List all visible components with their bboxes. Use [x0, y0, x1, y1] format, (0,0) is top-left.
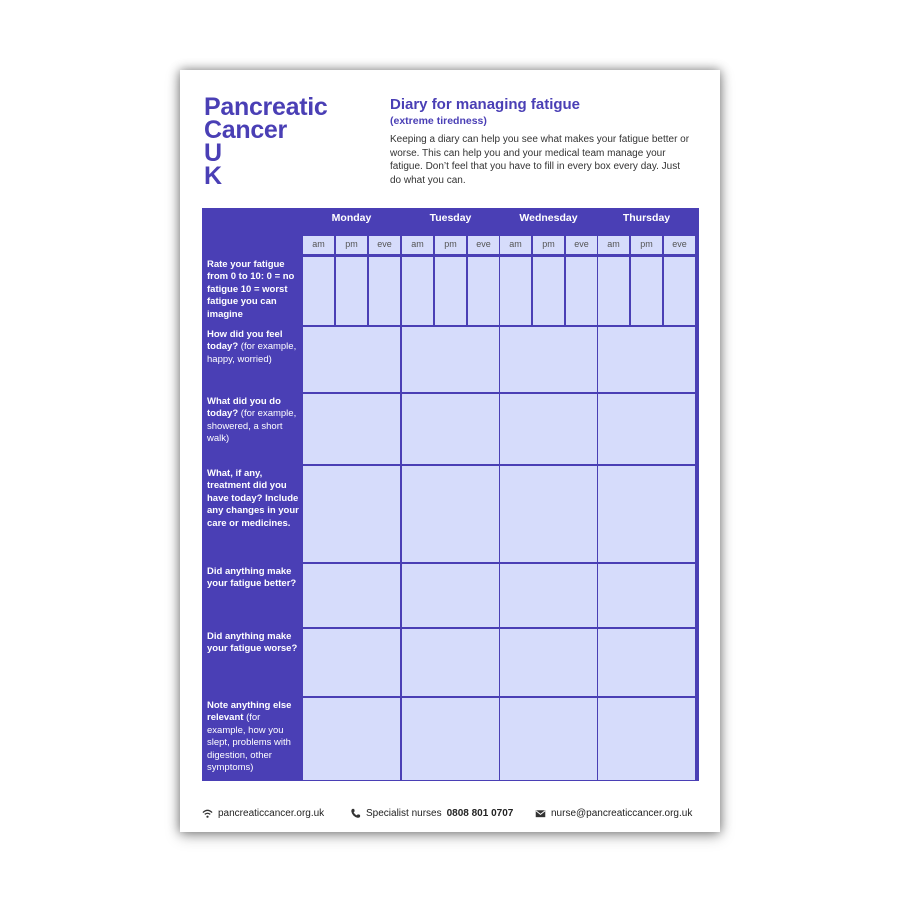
pancreatic-cancer-uk-logo: [204, 93, 328, 190]
diary-entry-cell[interactable]: [500, 629, 597, 696]
slot-header-eve: eve: [566, 236, 597, 254]
row-label-2: [207, 329, 299, 366]
slot-header-am: am: [500, 236, 531, 254]
diary-entry-cell[interactable]: [303, 629, 400, 696]
slot-header-pm: pm: [533, 236, 564, 254]
fatigue-score-cell[interactable]: [369, 257, 400, 325]
row-label-bold: How did you feel today?: [207, 329, 283, 353]
diary-entry-cell[interactable]: [402, 394, 499, 464]
diary-entry-cell[interactable]: [303, 466, 400, 562]
fatigue-score-cell[interactable]: [336, 257, 367, 325]
diary-entry-cell[interactable]: [500, 466, 597, 562]
diary-entry-cell[interactable]: [598, 327, 695, 392]
nurses-label: Specialist nurses: [366, 808, 442, 819]
row-label-hint: (for example, showered, a short walk): [207, 408, 297, 445]
row-label-bold: Did anything make your fatigue better?: [207, 566, 297, 590]
row-label-6: [207, 631, 299, 656]
slot-header-eve: eve: [664, 236, 695, 254]
fatigue-score-cell[interactable]: [631, 257, 662, 325]
diary-entry-cell[interactable]: [598, 466, 695, 562]
slot-header-eve: eve: [369, 236, 400, 254]
slot-header-pm: pm: [631, 236, 662, 254]
fatigue-diary-sheet: [180, 70, 720, 832]
email-text: nurse@pancreaticcancer.org.uk: [551, 808, 693, 819]
fatigue-score-cell[interactable]: [303, 257, 334, 325]
fatigue-score-cell[interactable]: [500, 257, 531, 325]
fatigue-score-cell[interactable]: [435, 257, 466, 325]
fatigue-score-cell[interactable]: [566, 257, 597, 325]
fatigue-score-cell[interactable]: [468, 257, 499, 325]
row-label-3: [207, 396, 299, 446]
diary-entry-cell[interactable]: [598, 394, 695, 464]
row-label-1: [207, 259, 299, 321]
diary-entry-cell[interactable]: [500, 564, 597, 627]
diary-entry-cell[interactable]: [402, 629, 499, 696]
phone-icon: [350, 808, 361, 819]
diary-entry-cell[interactable]: [303, 698, 400, 780]
slot-header-eve: eve: [468, 236, 499, 254]
row-label-bold: What did you do today?: [207, 396, 281, 420]
slot-header-am: am: [402, 236, 433, 254]
day-header-tuesday: Tuesday: [429, 212, 472, 224]
day-header-monday: Monday: [331, 212, 372, 224]
diary-entry-cell[interactable]: [303, 394, 400, 464]
diary-entry-cell[interactable]: [402, 327, 499, 392]
nurses-phone: 0808 801 0707: [446, 808, 514, 819]
diary-entry-cell[interactable]: [303, 564, 400, 627]
row-label-bold: Did anything make your fatigue worse?: [207, 631, 298, 655]
fatigue-score-cell[interactable]: [402, 257, 433, 325]
email-icon: [535, 808, 546, 819]
fatigue-score-cell[interactable]: [598, 257, 629, 325]
logo-line-2: Cancer: [204, 116, 287, 144]
footer-website[interactable]: [202, 808, 324, 819]
diary-entry-cell[interactable]: [598, 564, 695, 627]
fatigue-score-cell[interactable]: [664, 257, 695, 325]
diary-entry-cell[interactable]: [402, 564, 499, 627]
diary-table: [202, 208, 699, 781]
row-label-5: [207, 566, 299, 591]
slot-header-am: am: [303, 236, 334, 254]
footer-nurses[interactable]: [350, 808, 513, 819]
diary-entry-cell[interactable]: [598, 629, 695, 696]
logo-line-3: U: [204, 139, 222, 167]
day-header-wednesday: Wednesday: [519, 212, 578, 224]
website-text: pancreaticcancer.org.uk: [218, 808, 325, 819]
wifi-icon: [202, 808, 213, 819]
day-header-thursday: Thursday: [622, 212, 671, 224]
row-label-bold: What, if any, treatment did you have today? Include any changes in your care or medicines.: [207, 468, 299, 529]
diary-entry-cell[interactable]: [402, 466, 499, 562]
footer-email[interactable]: [535, 808, 692, 819]
fatigue-score-cell[interactable]: [533, 257, 564, 325]
slot-header-pm: pm: [336, 236, 367, 254]
row-label-hint: (for example, how you slept, problems with digestion, other symptoms): [207, 712, 291, 774]
row-label-4: [207, 468, 299, 530]
diary-entry-cell[interactable]: [402, 698, 499, 780]
diary-entry-cell[interactable]: [303, 327, 400, 392]
row-label-7: [207, 700, 299, 774]
page-title: Diary for managing fatigue: [390, 96, 581, 113]
slot-header-pm: pm: [435, 236, 466, 254]
diary-entry-cell[interactable]: [500, 327, 597, 392]
diary-entry-cell[interactable]: [598, 698, 695, 780]
diary-entry-cell[interactable]: [500, 394, 597, 464]
row-label-bold: Rate your fatigue from 0 to 10: 0 = no fatigue 10 = worst fatigue you can imagine: [207, 259, 295, 320]
page-subtitle: (extreme tiredness): [390, 115, 487, 127]
slot-header-am: am: [598, 236, 629, 254]
row-label-bold: Note anything else relevant: [207, 700, 292, 724]
row-label-hint: (for example, happy, worried): [207, 341, 297, 365]
logo-line-1: Pancreatic: [204, 93, 328, 121]
diary-entry-cell[interactable]: [500, 698, 597, 780]
logo-line-4: K: [204, 162, 222, 190]
intro-paragraph: Keeping a diary can help you see what makes your fatigue better or worse. This can help you and your medical team manage your fatigue. Don’t feel that you have to fill in every box every day. Just do what you can.: [390, 134, 690, 186]
